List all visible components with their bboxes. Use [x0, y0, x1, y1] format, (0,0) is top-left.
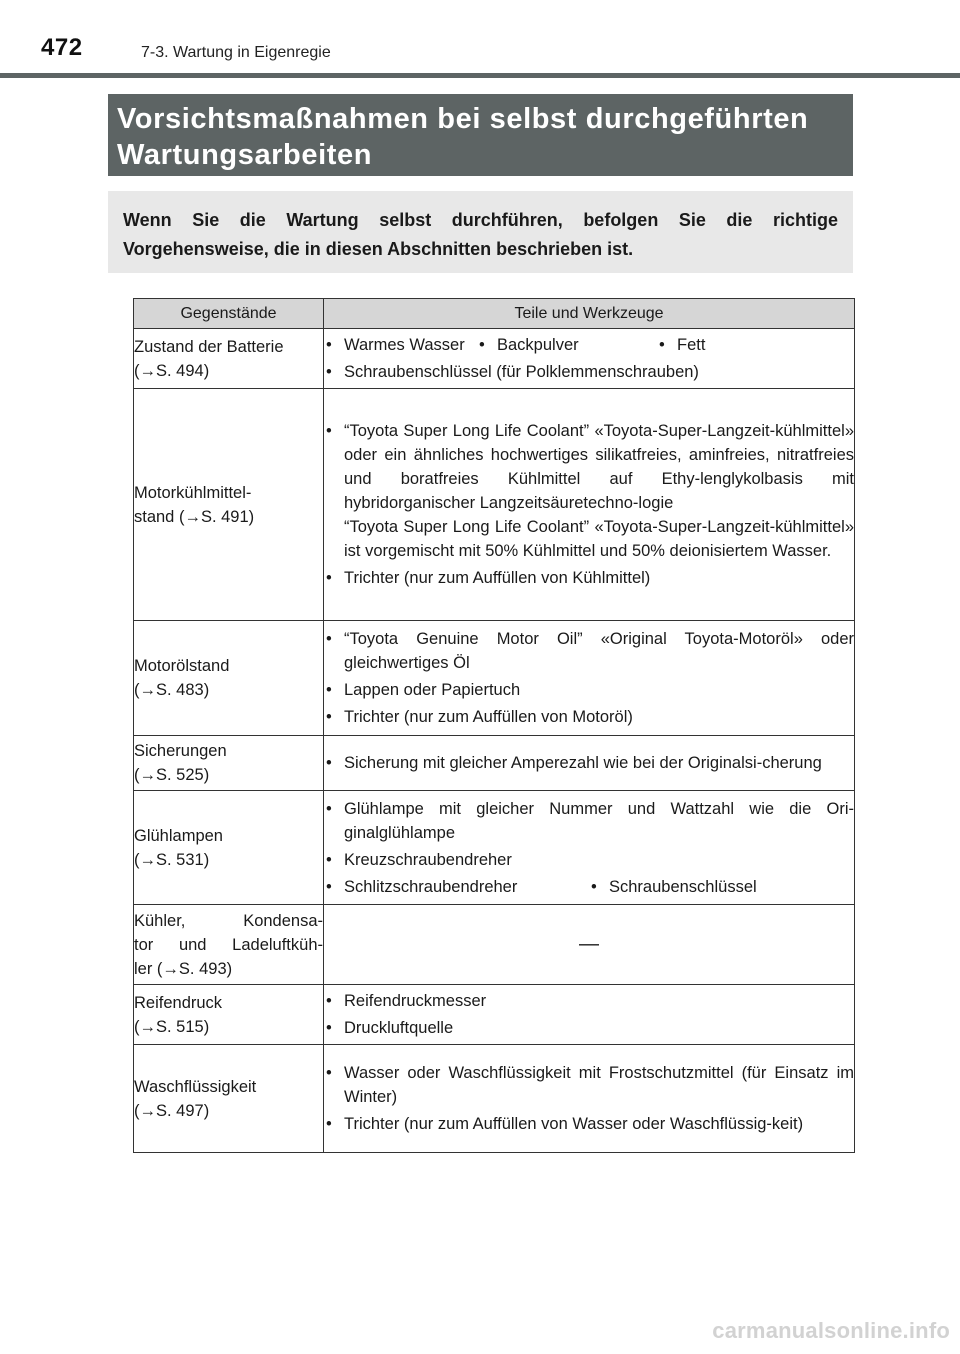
- column-header-items: Gegenstände: [134, 299, 324, 329]
- item-text-line: Glühlampen: [134, 826, 223, 845]
- list-item: • Backpulver: [477, 333, 657, 357]
- item-text-line: (→S. 494): [134, 361, 210, 380]
- list-item: • Reifendruckmesser: [324, 989, 854, 1013]
- list-item: • Lappen oder Papiertuch: [324, 678, 854, 702]
- list-item: • Warmes Wasser: [324, 333, 477, 357]
- list-item: • Schraubenschlüssel (für Polklemmenschrauben): [324, 360, 854, 384]
- empty-dash: —: [324, 905, 855, 985]
- intro-box: [108, 191, 853, 273]
- column-header-parts: Teile und Werkzeuge: [324, 299, 855, 329]
- bullet-list: [324, 419, 854, 590]
- table-row: [134, 985, 855, 1045]
- intro-line-1: Wenn Sie die Wartung selbst durchführen, befolgen Sie die richtige: [123, 210, 838, 230]
- table-row: [134, 1045, 855, 1153]
- item-text-line: Motorkühlmittel-: [134, 483, 252, 502]
- parts-cell: [324, 389, 855, 621]
- item-text-line: (→S. 483): [134, 681, 210, 699]
- table-row: [134, 736, 855, 791]
- page-title-line-1: Vorsichtsmaßnahmen bei selbst durchgeführten: [117, 103, 809, 135]
- list-item: • Glühlampe mit gleicher Nummer und Wattzahl wie die Ori-ginalglühlampe: [324, 797, 854, 845]
- item-text-line: Sicherungen: [134, 742, 227, 760]
- item-cell: [134, 621, 324, 736]
- item-text-line: (→S. 497): [134, 1101, 210, 1120]
- list-item: • Wasser oder Waschflüssigkeit mit Frostschutzmittel (für Einsatz im Winter): [324, 1061, 854, 1109]
- list-item: • Sicherung mit gleicher Amperezahl wie bei der Originalsi-cherung: [324, 751, 854, 775]
- item-text-line: (→S. 531): [134, 850, 210, 869]
- list-item: • “Toyota Genuine Motor Oil” «Original Toyota-Motoröl» oder gleichwertiges Öl: [324, 627, 854, 675]
- table-row: [134, 621, 855, 736]
- bullet-list: [324, 1061, 854, 1136]
- item-text-line: ler (→S. 493): [134, 959, 233, 978]
- bullet-list: [324, 751, 854, 775]
- parts-cell: [324, 736, 855, 791]
- list-item: • Trichter (nur zum Auffüllen von Kühlmittel): [324, 566, 854, 590]
- item-text-line: (→S. 525): [134, 766, 210, 784]
- item-cell: [134, 389, 324, 621]
- list-item: [324, 419, 854, 563]
- list-item: • Schraubenschlüssel: [589, 875, 757, 899]
- parts-cell: [324, 791, 855, 905]
- item-text-line: Reifendruck: [134, 993, 223, 1012]
- list-item: • Trichter (nur zum Auffüllen von Wasser oder Waschflüssig-keit): [324, 1112, 854, 1136]
- parts-cell: [324, 621, 855, 736]
- item-text-line: Kühler, Kondensa-: [134, 911, 323, 930]
- header-rule: [0, 73, 960, 78]
- table-row: [134, 905, 855, 985]
- item-text-line: Zustand der Batterie: [134, 337, 284, 356]
- list-item-text: • “Toyota Super Long Life Coolant” «Toyota-Super-Langzeit-kühlmittel» oder ein ähnliches hochwertiges silikatfreies, aminfreies, nitratfreies und boratfreies Kühlmittel auf Ethy-lenglykolbasis mit hybridorganischer Langzeitsäuretechno-logie: [344, 422, 854, 512]
- table-row: [134, 389, 855, 621]
- list-item: • Fett: [657, 333, 705, 357]
- inline-bullet-row: [324, 333, 854, 357]
- item-text-line: Motorölstand: [134, 657, 230, 675]
- list-item: • Trichter (nur zum Auffüllen von Motoröl): [324, 705, 854, 729]
- item-cell: [134, 985, 324, 1045]
- bullet-list: [324, 989, 854, 1040]
- page-title: [108, 94, 853, 176]
- page-number: 472: [41, 34, 83, 61]
- parts-cell: [324, 329, 855, 389]
- item-text-line: stand (→S. 491): [134, 507, 255, 526]
- list-item: • Kreuzschraubendreher: [324, 848, 854, 872]
- list-item: • Schlitzschraubendreher: [324, 875, 589, 899]
- inline-bullet-row: [324, 875, 854, 899]
- bullet-list: [324, 627, 854, 729]
- parts-table: [133, 298, 855, 1153]
- item-cell: [134, 329, 324, 389]
- item-cell: [134, 905, 324, 985]
- watermark: carmanualsonline.info: [712, 1318, 950, 1343]
- parts-cell: [324, 1045, 855, 1153]
- table-header-row: [134, 299, 855, 329]
- table-row: [134, 329, 855, 389]
- list-item: • Druckluftquelle: [324, 1016, 854, 1040]
- item-text-line: (→S. 515): [134, 1017, 210, 1036]
- item-cell: [134, 1045, 324, 1153]
- page-header: [0, 0, 960, 80]
- page-title-line-2: Wartungsarbeiten: [117, 139, 373, 171]
- table-row: [134, 791, 855, 905]
- item-cell: [134, 791, 324, 905]
- item-text-line: tor und Ladeluftküh-: [134, 935, 323, 954]
- intro-line-2: Vorgehensweise, die in diesen Abschnitten beschrieben ist.: [123, 239, 634, 259]
- section-title: 7-3. Wartung in Eigenregie: [141, 44, 331, 61]
- bullet-list: [324, 797, 854, 872]
- list-item-note: “Toyota Super Long Life Coolant” «Toyota-Super-Langzeit-kühlmittel» ist vorgemischt mit 50% Kühlmittel und 50% deionisiertem Wasser.: [344, 518, 854, 560]
- item-text-line: Waschflüssigkeit: [134, 1077, 257, 1096]
- parts-cell: [324, 985, 855, 1045]
- bullet-list: [324, 360, 854, 384]
- item-cell: [134, 736, 324, 791]
